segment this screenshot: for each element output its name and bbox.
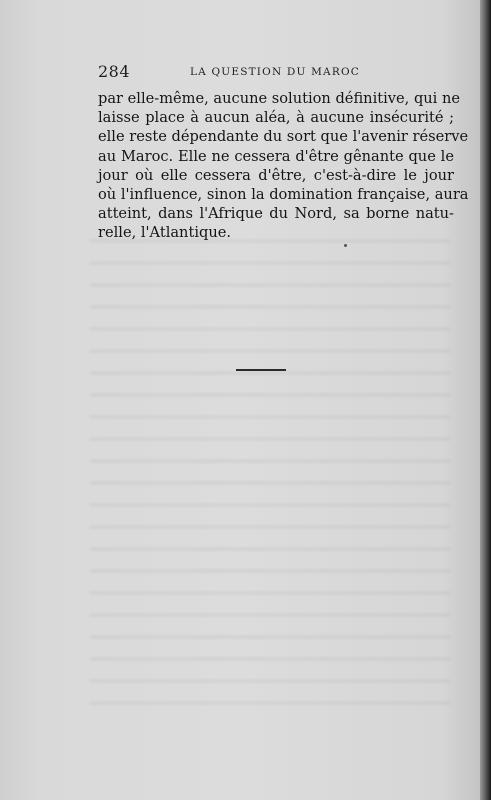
- print-speck: [344, 244, 347, 247]
- running-title: LA QUESTION DU MAROC: [190, 66, 360, 78]
- page-number: 284: [98, 62, 131, 81]
- page-edge-shadow: [480, 0, 491, 800]
- text-line: laisse place à aucun aléa, à aucune insécurité ;: [98, 109, 454, 127]
- show-through-text: [90, 240, 450, 720]
- text-line: où l'influence, sinon la domination française, aura: [98, 186, 469, 204]
- text-line: jour où elle cessera d'être, c'est-à-dire le jour: [98, 166, 454, 184]
- running-head: [98, 62, 454, 82]
- section-end-rule: [236, 369, 286, 371]
- body-paragraph: [98, 89, 469, 243]
- text-line: par elle-même, aucune solution définitive, qui ne: [98, 90, 461, 107]
- text-line: atteint, dans l'Afrique du Nord, sa borne natu-: [98, 205, 454, 223]
- text-line: au Maroc. Elle ne cessera d'être gênante que le: [98, 147, 454, 165]
- text-line: elle reste dépendante du sort que l'avenir réserve: [98, 128, 469, 146]
- text-line: relle, l'Atlantique.: [98, 224, 232, 242]
